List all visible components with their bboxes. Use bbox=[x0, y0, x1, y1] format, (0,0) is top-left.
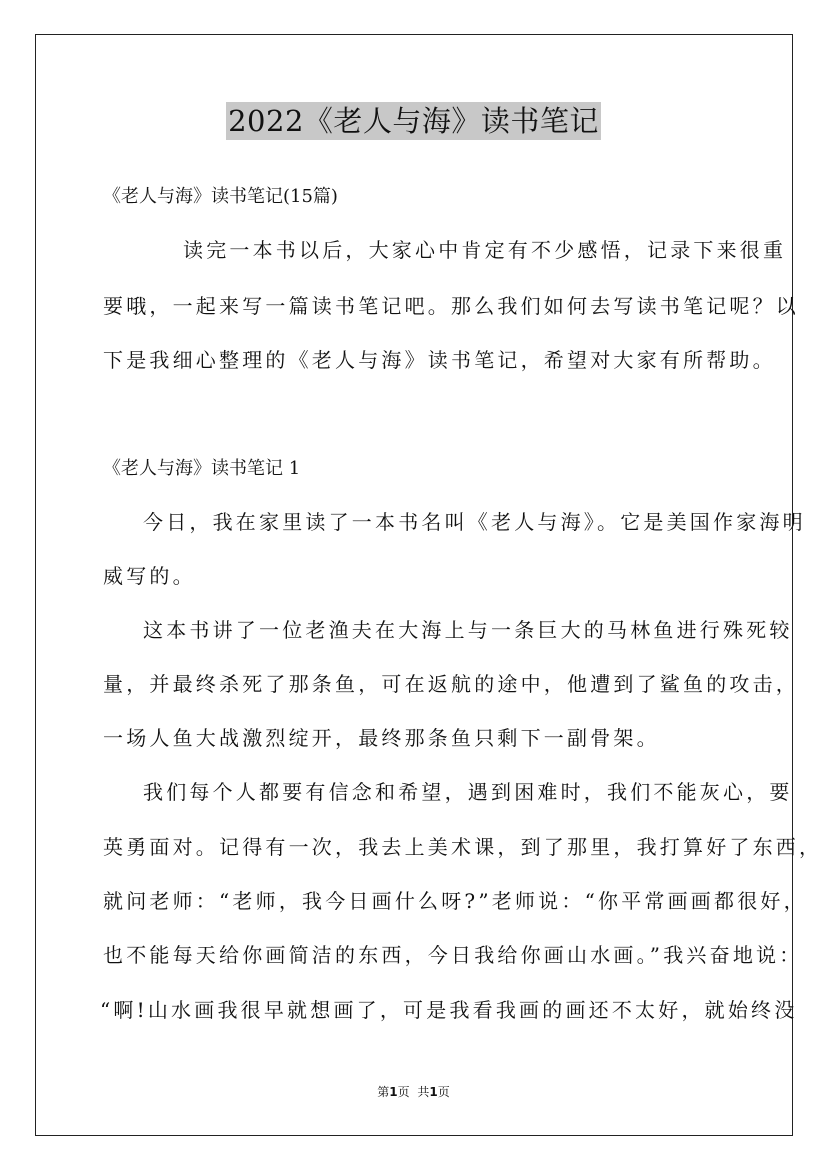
intro-line-1: 读完一本书以后，大家心中肯定有不少感悟，记录下来很重 bbox=[183, 238, 787, 262]
body-line-8: 就问老师：“老师，我今日画什么呀?”老师说：“你平常画画都很好， bbox=[103, 889, 807, 913]
intro-line-2: 要哦，一起来写一篇读书笔记吧。那么我们如何去写读书笔记呢？以 bbox=[103, 294, 799, 318]
page-suffix: 页 bbox=[397, 1085, 410, 1099]
total-pages: 1 bbox=[429, 1085, 438, 1099]
body-line-2: 威写的。 bbox=[103, 564, 196, 588]
intro-line-3: 下是我细心整理的《老人与海》读书笔记，希望对大家有所帮助。 bbox=[103, 348, 776, 372]
body-line-1: 今日，我在家里读了一本书名叫《老人与海》。它是美国作家海明 bbox=[143, 510, 806, 534]
total-suffix: 页 bbox=[437, 1085, 450, 1099]
body-line-6: 我们每个人都要有信念和希望，遇到困难时，我们不能灰心，要 bbox=[143, 780, 793, 804]
body-line-7: 英勇面对。记得有一次，我去上美术课，到了那里，我打算好了东西， bbox=[103, 835, 823, 859]
body-line-5: 一场人鱼大战激烈绽开，最终那条鱼只剩下一副骨架。 bbox=[103, 726, 660, 750]
page-number: 1 bbox=[389, 1085, 398, 1099]
document-title: 2022《老人与海》读书笔记 bbox=[228, 104, 599, 138]
body-line-9: 也不能每天给你画简洁的东西，今日我给你画山水画。”我兴奋地说： bbox=[103, 943, 803, 967]
page-prefix: 第 bbox=[377, 1085, 390, 1099]
page-footer bbox=[0, 1083, 827, 1100]
body-line-3: 这本书讲了一位老渔夫在大海上与一条巨大的马林鱼进行殊死较 bbox=[143, 618, 793, 642]
body-line-10: “啊!山水画我很早就想画了，可是我看我画的画还不太好，就始终没 bbox=[100, 998, 798, 1022]
subtitle: 《老人与海》读书笔记(15篇) bbox=[103, 186, 338, 207]
section-heading: 《老人与海》读书笔记 1 bbox=[103, 458, 301, 479]
body-line-4: 量，并最终杀死了那条鱼，可在返航的途中，他遭到了鲨鱼的攻击， bbox=[103, 672, 799, 696]
total-prefix: 共 bbox=[417, 1085, 430, 1099]
title-area bbox=[0, 102, 827, 140]
